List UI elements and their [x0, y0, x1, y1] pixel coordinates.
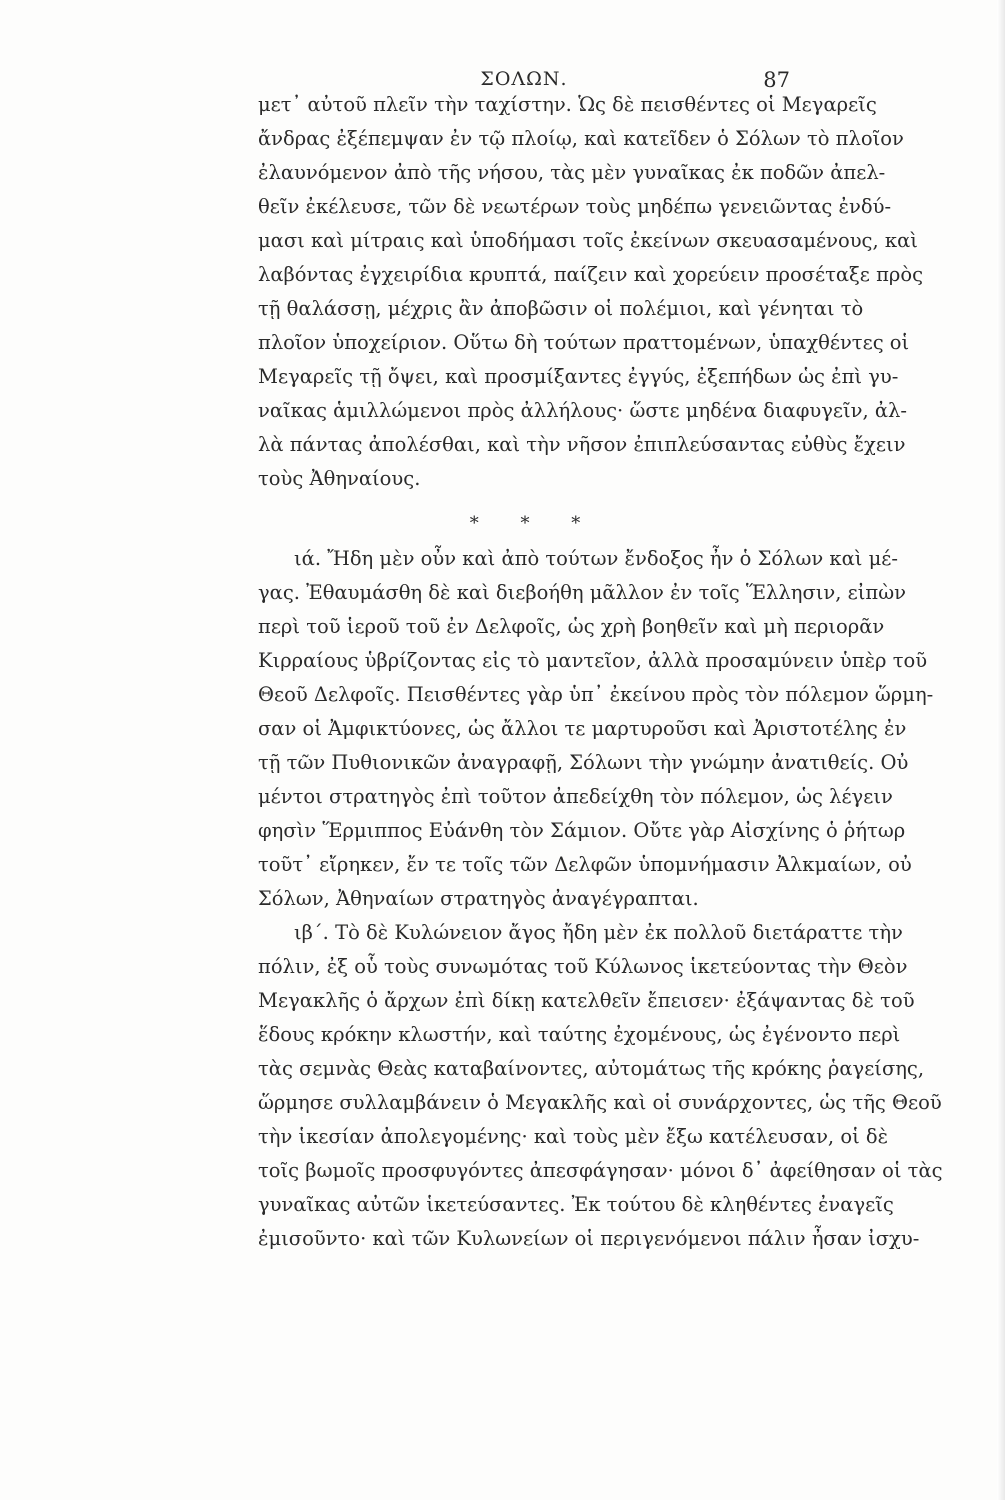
text-line: λαβόντας ἐγχειρίδια κρυπτά, παίζειν καὶ χορεύειν προσέταξε πρὸς	[258, 263, 924, 286]
page-number: 87	[763, 68, 790, 92]
text-line: ἐλαυνόμενον ἀπὸ τῆς νήσου, τὰς μὲν γυναῖκας ἐκ ποδῶν ἀπελ-	[258, 161, 886, 184]
text-line: πλοῖον ὑποχείριον. Οὕτω δὴ τούτων πραττομένων, ὑπαχθέντες οἱ	[258, 331, 910, 354]
text-line: πόλιν, ἐξ οὗ τοὺς συνωμότας τοῦ Κύλωνος ἱκετεύοντας τὴν Θεὸν	[258, 955, 908, 978]
text-line: ἐμισοῦντο· καὶ τῶν Κυλωνείων οἱ περιγενόμενοι πάλιν ἦσαν ἰσχυ-	[258, 1227, 920, 1250]
text-line: Θεοῦ Δελφοῖς. Πεισθέντες γὰρ ὑπ᾽ ἐκείνου πρὸς τὸν πόλεμον ὥρμη-	[258, 683, 934, 706]
text-line: γυναῖκας αὐτῶν ἱκετεύσαντες. Ἐκ τούτου δὲ κληθέντες ἐναγεῖς	[258, 1193, 894, 1216]
text-line: λὰ πάντας ἀπολέσθαι, καὶ τὴν νῆσον ἐπιπλεύσαντας εὐθὺς ἔχειν	[258, 433, 906, 456]
text-line: τοὺς Ἀθηναίους.	[258, 467, 421, 490]
text-line: τὰς σεμνὰς Θεὰς καταβαίνοντες, αὐτομάτως τῆς κρόκης ῥαγείσης,	[258, 1057, 925, 1080]
text-line: τῇ θαλάσσῃ, μέχρις ἂν ἀποβῶσιν οἱ πολέμιοι, καὶ γένηται τὸ	[258, 297, 864, 320]
text-line: τῇ τῶν Πυθιονικῶν ἀναγραφῇ, Σόλωνι τὴν γνώμην ἀνατιθείς. Οὐ	[258, 751, 909, 774]
text-line: σαν οἱ Ἀμφικτύονες, ὡς ἄλλοι τε μαρτυροῦσι καὶ Ἀριστοτέλης ἐν	[258, 717, 907, 740]
text-line: μασι καὶ μίτραις καὶ ὑποδήμασι τοῖς ἐκείνων σκευασαμένους, καὶ	[258, 229, 918, 252]
section-separator: * * *	[469, 513, 599, 534]
text-line: ναῖκας ἁμιλλώμενοι πρὸς ἀλλήλους· ὥστε μηδένα διαφυγεῖν, ἀλ-	[258, 399, 907, 422]
text-line: ἄνδρας ἐξέπεμψαν ἐν τῷ πλοίῳ, καὶ κατεῖδεν ὁ Σόλων τὸ πλοῖον	[258, 127, 904, 150]
text-line: Σόλων, Ἀθηναίων στρατηγὸς ἀναγέγραπται.	[258, 887, 699, 910]
text-line: ὥρμησε συλλαμβάνειν ὁ Μεγακλῆς καὶ οἱ συνάρχοντες, ὡς τῆς Θεοῦ	[258, 1091, 942, 1114]
text-line: ἕδους κρόκην κλωστήν, καὶ ταύτης ἐχομένους, ὡς ἐγένοντο περὶ	[258, 1023, 901, 1046]
text-line: τὴν ἱκεσίαν ἀπολεγομένης· καὶ τοὺς μὲν ἔξω κατέλευσαν, οἱ δὲ	[258, 1125, 889, 1148]
text-line: ιβ΄. Τὸ δὲ Κυλώνειον ἄγος ἤδη μὲν ἐκ πολλοῦ διετάραττε τὴν	[294, 921, 903, 944]
text-line: τοῦτ᾽ εἴρηκεν, ἔν τε τοῖς τῶν Δελφῶν ὑπομνήμασιν Ἀλκμαίων, οὐ	[258, 853, 912, 876]
text-line: περὶ τοῦ ἱεροῦ τοῦ ἐν Δελφοῖς, ὡς χρὴ βοηθεῖν καὶ μὴ περιορᾶν	[258, 615, 885, 638]
text-line: μέντοι στρατηγὸς ἐπὶ τοῦτον ἀπεδείχθη τὸν πόλεμον, ὡς λέγειν	[258, 785, 893, 808]
text-line: τοῖς βωμοῖς προσφυγόντες ἀπεσφάγησαν· μόνοι δ᾽ ἀφείθησαν οἱ τὰς	[258, 1159, 943, 1182]
paragraph-section-12	[258, 916, 943, 1256]
text-line: φησὶν Ἕρμιππος Εὐάνθη τὸν Σάμιον. Οὔτε γὰρ Αἰσχίνης ὁ ῥήτωρ	[258, 819, 906, 842]
paragraph-section-11	[258, 542, 934, 916]
running-title: ΣΟΛΩΝ.	[480, 68, 568, 90]
page-body	[258, 88, 943, 1256]
text-line: μετ᾽ αὐτοῦ πλεῖν τὴν ταχίστην. Ὡς δὲ πεισθέντες οἱ Μεγαρεῖς	[258, 93, 877, 116]
text-line: γας. Ἐθαυμάσθη δὲ καὶ διεβοήθη μᾶλλον ἐν τοῖς Ἕλλησιν, εἰπὼν	[258, 581, 906, 604]
page-edge-shadow	[997, 0, 1005, 1500]
paragraph-section-1	[258, 88, 924, 496]
text-line: Μεγαρεῖς τῇ ὄψει, καὶ προσμίξαντες ἐγγύς, ἐξεπήδων ὡς ἐπὶ γυ-	[258, 365, 899, 388]
text-line: Μεγακλῆς ὁ ἄρχων ἐπὶ δίκῃ κατελθεῖν ἔπεισεν· ἐξάψαντας δὲ τοῦ	[258, 989, 915, 1012]
text-line: Κιρραίους ὑβρίζοντας εἰς τὸ μαντεῖον, ἀλλὰ προσαμύνειν ὑπὲρ τοῦ	[258, 649, 928, 672]
text-line: θεῖν ἐκέλευσε, τῶν δὲ νεωτέρων τοὺς μηδέπω γενειῶντας ἐνδύ-	[258, 195, 892, 218]
text-line: ιά. Ἤδη μὲν οὖν καὶ ἀπὸ τούτων ἔνδοξος ἦν ὁ Σόλων καὶ μέ-	[294, 547, 898, 570]
